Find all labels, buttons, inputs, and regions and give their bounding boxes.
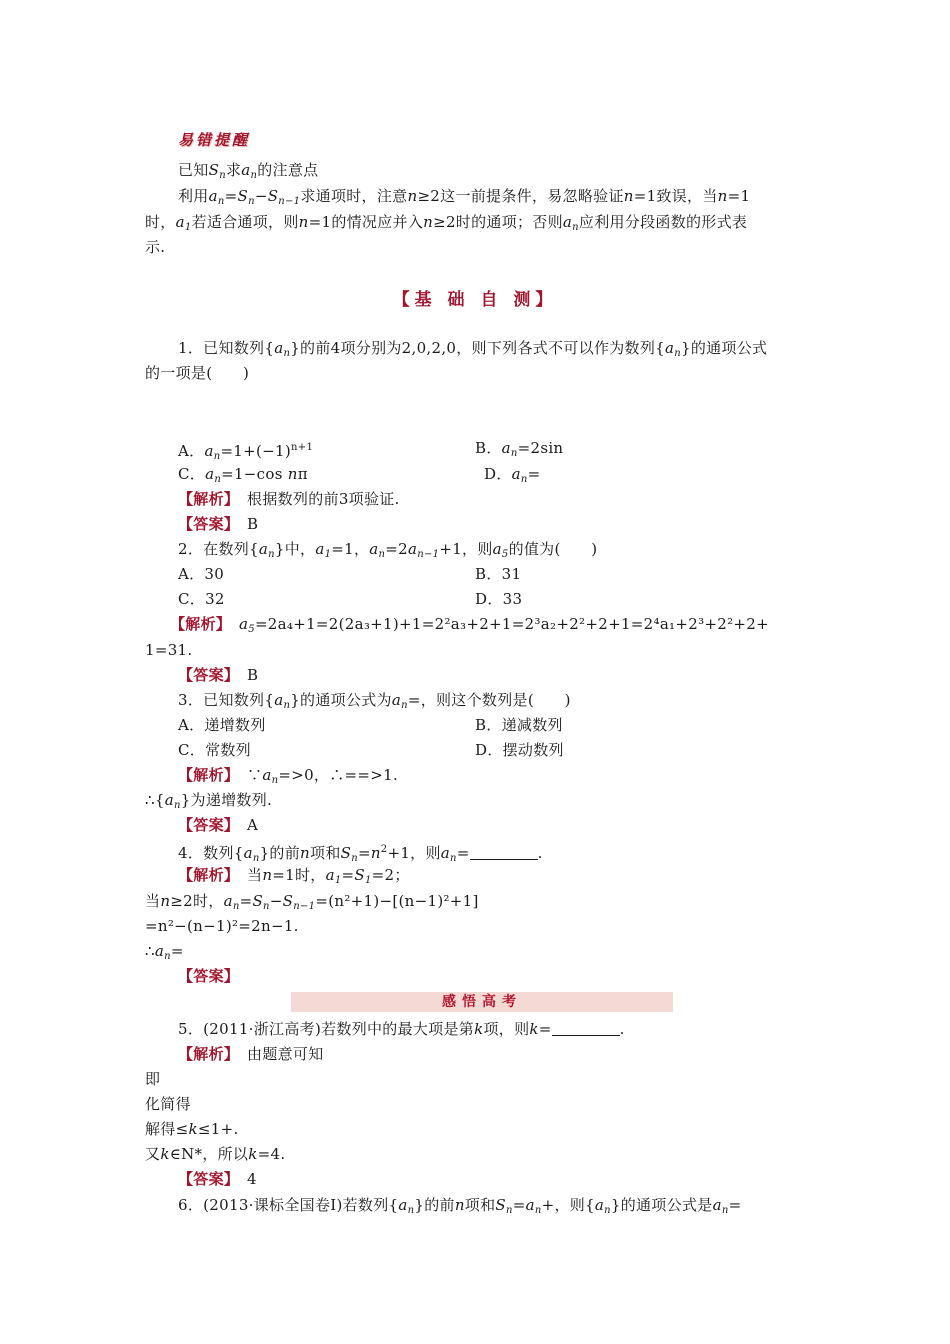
q5-line-3: 解得≤k≤1+. — [145, 1120, 239, 1138]
q2-answer: 【答案】 B — [178, 666, 259, 684]
q1-option-d: D．$a_n=$ — [484, 465, 541, 485]
q2-option-d: D．33 — [475, 590, 523, 608]
q1-option-b: B．$a_n=2\sin$ — [475, 439, 564, 459]
tip-label: 易错提醒 — [178, 131, 251, 149]
q2-analysis: 【解析】 $a_5=2a_4+1=2(2a_3+1)+1=2^2a_3+2+1=2^3a_2+2^2+2+1=2^4a_1+2^3+2^2+2+$ — [170, 615, 770, 635]
q2-option-b: B．31 — [475, 565, 522, 583]
q1-analysis: 【解析】 根据数列的前3项验证. — [178, 490, 400, 508]
q4-analysis-4: $\therefore a_n=$ — [145, 942, 184, 962]
q4-analysis-1: 【解析】 当n=1时，$a_1=S_1=2$； — [178, 866, 410, 886]
q1-stem-line-2: 的一项是( ) — [145, 364, 250, 382]
q5-answer: 【答案】 4 — [178, 1170, 257, 1188]
q1-stem-line-1: 1．已知数列$\{a_n\}$的前4项分别为2,0,2,0，则下列各式不可以作为数列$\{a_n\}$的通项公式 — [178, 339, 768, 359]
q3-option-c: C．常数列 — [178, 741, 251, 759]
q3-option-a: A．递增数列 — [178, 716, 266, 734]
q3-answer: 【答案】 A — [178, 816, 259, 834]
q2-option-a: A．30 — [178, 565, 225, 583]
q5-analysis: 【解析】 由题意可知 — [178, 1045, 324, 1063]
q5-line-4: 又k∈N*，所以k=4. — [145, 1145, 286, 1163]
q3-stem: 3．已知数列$\{a_n\}$的通项公式为$a_n=$，则这个数列是( ) — [178, 691, 571, 711]
q4-answer: 【答案】 — [178, 967, 232, 985]
tip-line-3: 示. — [145, 238, 166, 256]
q1-answer: 【答案】 B — [178, 515, 259, 533]
q3-option-b: B．递减数列 — [475, 716, 563, 734]
q4-analysis-2: 当n≥2时，$a_n=S_n-S_{n-1}=(n^2+1)-[(n-1)^2+1]$ — [145, 892, 479, 912]
q5-line-1: 即 — [145, 1070, 161, 1088]
q3-conclusion: $\therefore\{a_n\}$为递增数列. — [145, 791, 273, 811]
q4-analysis-3: =n²−(n−1)²=2n−1. — [145, 917, 299, 935]
answer-blank — [552, 1021, 620, 1036]
tip-line-2: 时，$a_1$若适合通项，则n=1的情况应并入n≥2时的通项；否则$a_n$应利用分段函数的形式表 — [145, 213, 748, 233]
q3-analysis: 【解析】 $\because a_n=>0$，∴==>1. — [178, 766, 399, 786]
q1-option-c: C．$a_n=1-\cos$ nπ — [178, 465, 308, 485]
q5-stem: 5．(2011·浙江高考)若数列中的最大项是第k项，则k= . — [178, 1020, 625, 1038]
q5-line-2: 化简得 — [145, 1095, 191, 1113]
answer-blank — [470, 845, 538, 860]
tip-title: 已知$S_n$求$a_n$的注意点 — [178, 161, 319, 181]
q1-option-a: A．$a_n=1+(-1)^{n+1}$ — [178, 442, 314, 462]
q4-stem: 4．数列$\{a_n\}$的前n项和$S_n=n^2+1$，则$a_n=$ . — [178, 844, 543, 864]
q2-stem: 2．在数列$\{a_n\}$中，$a_1=1$，$a_n=2a_{n-1}+1$，则$a_5$的值为( ) — [178, 540, 598, 560]
q2-analysis-cont: 1=31. — [145, 641, 193, 659]
section-title: 【基 础 自 测】 — [392, 290, 558, 310]
gaokao-band: 感悟高考 — [291, 992, 673, 1012]
q3-option-d: D．摆动数列 — [475, 741, 564, 759]
q2-option-c: C．32 — [178, 590, 225, 608]
tip-line-1: 利用$a_n=S_n-S_{n-1}$求通项时，注意n≥2这一前提条件，易忽略验证n=1致误，当n=1 — [178, 187, 751, 207]
q6-stem: 6．(2013·课标全国卷Ⅰ)若数列$\{a_n\}$的前n项和$S_n=a_n+$，则$\{a_n\}$的通项公式是$a_n=$ — [178, 1196, 742, 1216]
